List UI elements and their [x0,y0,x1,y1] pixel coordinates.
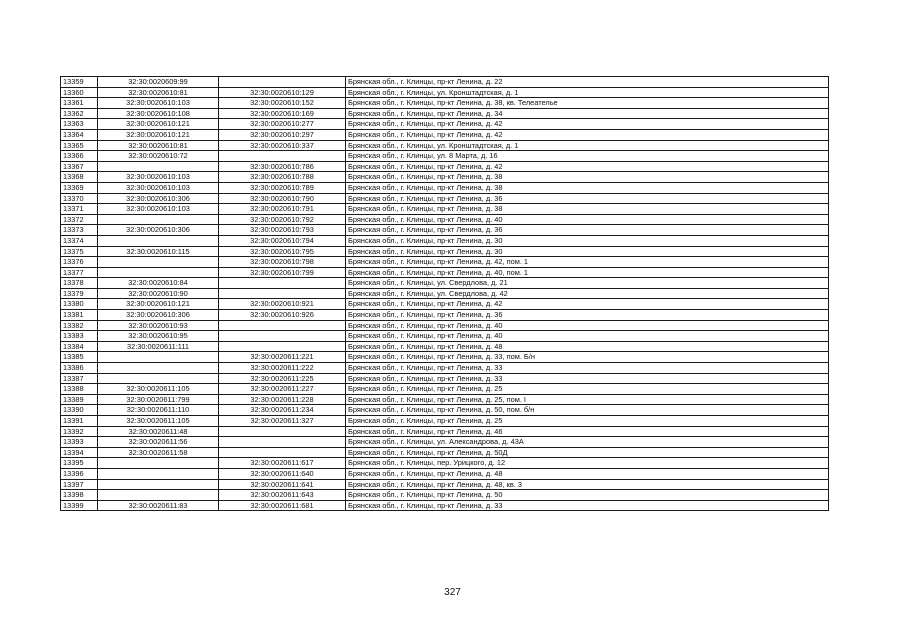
table-row [61,172,829,183]
address-cell: Брянская обл., г. Клинцы, пр-кт Ленина, д. 38, кв. Телеателье [346,98,829,109]
table-row [61,352,829,363]
cadastral-number-cell [98,161,219,172]
object-cadastral-number-cell: 32:30:0020610:297 [219,129,346,140]
table-row [61,214,829,225]
address-cell: Брянская обл., г. Клинцы, пр-кт Ленина, д. 42, пом. 1 [346,257,829,268]
row-number-cell: 13389 [61,394,98,405]
address-cell: Брянская обл., г. Клинцы, пр-кт Ленина, д. 42 [346,161,829,172]
cadastral-number-cell: 32:30:0020610:81 [98,87,219,98]
address-cell: Брянская обл., г. Клинцы, ул. Кронштадтская, д. 1 [346,87,829,98]
row-number-cell: 13362 [61,108,98,119]
row-number-cell: 13366 [61,151,98,162]
table-row [61,437,829,448]
row-number-cell: 13391 [61,416,98,427]
object-cadastral-number-cell: 32:30:0020610:169 [219,108,346,119]
address-cell: Брянская обл., г. Клинцы, пр-кт Ленина, д. 42 [346,119,829,130]
row-number-cell: 13364 [61,129,98,140]
table-row [61,193,829,204]
object-cadastral-number-cell [219,77,346,88]
cadastral-number-cell: 32:30:0020610:306 [98,225,219,236]
row-number-cell: 13380 [61,299,98,310]
row-number-cell: 13373 [61,225,98,236]
cadastral-number-cell: 32:30:0020611:105 [98,384,219,395]
cadastral-number-cell [98,363,219,374]
object-cadastral-number-cell: 32:30:0020610:152 [219,98,346,109]
address-cell: Брянская обл., г. Клинцы, ул. Свердлова, д. 42 [346,288,829,299]
object-cadastral-number-cell [219,447,346,458]
row-number-cell: 13363 [61,119,98,130]
cadastral-number-cell: 32:30:0020611:83 [98,500,219,511]
cadastral-number-cell: 32:30:0020610:115 [98,246,219,257]
address-cell: Брянская обл., г. Клинцы, пр-кт Ленина, д. 38 [346,172,829,183]
row-number-cell: 13390 [61,405,98,416]
table-row [61,363,829,374]
table-row [61,394,829,405]
table-row [61,151,829,162]
table-row [61,288,829,299]
object-cadastral-number-cell [219,341,346,352]
cadastral-number-cell: 32:30:0020610:93 [98,320,219,331]
object-cadastral-number-cell: 32:30:0020610:792 [219,214,346,225]
object-cadastral-number-cell: 32:30:0020611:222 [219,363,346,374]
row-number-cell: 13371 [61,204,98,215]
address-cell: Брянская обл., г. Клинцы, пр-кт Ленина, д. 30 [346,235,829,246]
row-number-cell: 13368 [61,172,98,183]
cadastral-number-cell [98,267,219,278]
object-cadastral-number-cell: 32:30:0020610:791 [219,204,346,215]
object-cadastral-number-cell: 32:30:0020610:794 [219,235,346,246]
object-cadastral-number-cell: 32:30:0020610:790 [219,193,346,204]
table-row [61,98,829,109]
cadastral-number-cell: 32:30:0020610:103 [98,172,219,183]
address-cell: Брянская обл., г. Клинцы, пр-кт Ленина, д. 33 [346,373,829,384]
address-cell: Брянская обл., г. Клинцы, ул. 8 Марта, д. 16 [346,151,829,162]
row-number-cell: 13377 [61,267,98,278]
object-cadastral-number-cell [219,426,346,437]
cadastral-number-cell: 32:30:0020610:95 [98,331,219,342]
table-row [61,320,829,331]
row-number-cell: 13374 [61,235,98,246]
table-row [61,405,829,416]
row-number-cell: 13372 [61,214,98,225]
object-cadastral-number-cell: 32:30:0020611:225 [219,373,346,384]
address-cell: Брянская обл., г. Клинцы, ул. Свердлова, д. 21 [346,278,829,289]
row-number-cell: 13396 [61,468,98,479]
row-number-cell: 13384 [61,341,98,352]
cadastral-number-cell: 32:30:0020611:110 [98,405,219,416]
table-row [61,373,829,384]
address-cell: Брянская обл., г. Клинцы, пр-кт Ленина, д. 50Д [346,447,829,458]
address-cell: Брянская обл., г. Клинцы, пр-кт Ленина, д. 33 [346,500,829,511]
row-number-cell: 13378 [61,278,98,289]
registry-table [60,76,829,511]
cadastral-number-cell: 32:30:0020610:72 [98,151,219,162]
table-row [61,77,829,88]
object-cadastral-number-cell: 32:30:0020610:926 [219,310,346,321]
cadastral-number-cell [98,490,219,501]
object-cadastral-number-cell: 32:30:0020611:681 [219,500,346,511]
address-cell: Брянская обл., г. Клинцы, пр-кт Ленина, д. 48 [346,341,829,352]
address-cell: Брянская обл., г. Клинцы, пр-кт Ленина, д. 40, пом. 1 [346,267,829,278]
object-cadastral-number-cell: 32:30:0020610:788 [219,172,346,183]
object-cadastral-number-cell: 32:30:0020610:798 [219,257,346,268]
address-cell: Брянская обл., г. Клинцы, пр-кт Ленина, д. 33, пом. Б/н [346,352,829,363]
cadastral-number-cell [98,352,219,363]
cadastral-number-cell: 32:30:0020611:799 [98,394,219,405]
cadastral-number-cell: 32:30:0020610:84 [98,278,219,289]
row-number-cell: 13382 [61,320,98,331]
row-number-cell: 13359 [61,77,98,88]
object-cadastral-number-cell: 32:30:0020611:640 [219,468,346,479]
table-row [61,458,829,469]
address-cell: Брянская обл., г. Клинцы, пр-кт Ленина, д. 46 [346,426,829,437]
row-number-cell: 13365 [61,140,98,151]
object-cadastral-number-cell [219,151,346,162]
registry-table-body [61,77,829,511]
object-cadastral-number-cell: 32:30:0020610:793 [219,225,346,236]
object-cadastral-number-cell [219,437,346,448]
object-cadastral-number-cell: 32:30:0020610:789 [219,182,346,193]
address-cell: Брянская обл., г. Клинцы, пр-кт Ленина, д. 25 [346,416,829,427]
table-row [61,426,829,437]
row-number-cell: 13370 [61,193,98,204]
cadastral-number-cell [98,458,219,469]
address-cell: Брянская обл., г. Клинцы, пр-кт Ленина, д. 30 [346,246,829,257]
address-cell: Брянская обл., г. Клинцы, пр-кт Ленина, д. 42 [346,129,829,140]
cadastral-number-cell [98,468,219,479]
page-number: 327 [444,587,461,598]
row-number-cell: 13392 [61,426,98,437]
cadastral-number-cell: 32:30:0020610:90 [98,288,219,299]
address-cell: Брянская обл., г. Клинцы, пр-кт Ленина, д. 50 [346,490,829,501]
row-number-cell: 13387 [61,373,98,384]
object-cadastral-number-cell [219,288,346,299]
row-number-cell: 13381 [61,310,98,321]
object-cadastral-number-cell: 32:30:0020611:234 [219,405,346,416]
table-row [61,310,829,321]
object-cadastral-number-cell: 32:30:0020611:643 [219,490,346,501]
object-cadastral-number-cell: 32:30:0020610:799 [219,267,346,278]
table-row [61,447,829,458]
object-cadastral-number-cell: 32:30:0020610:921 [219,299,346,310]
row-number-cell: 13395 [61,458,98,469]
cadastral-number-cell: 32:30:0020610:103 [98,98,219,109]
row-number-cell: 13397 [61,479,98,490]
table-row [61,161,829,172]
row-number-cell: 13386 [61,363,98,374]
cadastral-number-cell: 32:30:0020610:121 [98,129,219,140]
object-cadastral-number-cell: 32:30:0020610:795 [219,246,346,257]
address-cell: Брянская обл., г. Клинцы, пр-кт Ленина, д. 42 [346,299,829,310]
address-cell: Брянская обл., г. Клинцы, пр-кт Ленина, д. 22 [346,77,829,88]
table-row [61,235,829,246]
address-cell: Брянская обл., г. Клинцы, пр-кт Ленина, д. 36 [346,310,829,321]
table-row [61,479,829,490]
cadastral-number-cell: 32:30:0020611:111 [98,341,219,352]
object-cadastral-number-cell [219,278,346,289]
cadastral-number-cell: 32:30:0020610:121 [98,299,219,310]
table-row [61,500,829,511]
table-row [61,182,829,193]
cadastral-number-cell: 32:30:0020610:121 [98,119,219,130]
row-number-cell: 13388 [61,384,98,395]
cadastral-number-cell: 32:30:0020610:306 [98,310,219,321]
row-number-cell: 13383 [61,331,98,342]
cadastral-number-cell [98,214,219,225]
object-cadastral-number-cell: 32:30:0020611:221 [219,352,346,363]
object-cadastral-number-cell: 32:30:0020611:327 [219,416,346,427]
address-cell: Брянская обл., г. Клинцы, пр-кт Ленина, д. 25, пом. I [346,394,829,405]
cadastral-number-cell: 32:30:0020611:105 [98,416,219,427]
object-cadastral-number-cell [219,331,346,342]
table-row [61,225,829,236]
object-cadastral-number-cell: 32:30:0020611:228 [219,394,346,405]
row-number-cell: 13385 [61,352,98,363]
cadastral-number-cell: 32:30:0020611:48 [98,426,219,437]
row-number-cell: 13367 [61,161,98,172]
address-cell: Брянская обл., г. Клинцы, пр-кт Ленина, д. 48, кв. 3 [346,479,829,490]
table-row [61,129,829,140]
row-number-cell: 13398 [61,490,98,501]
address-cell: Брянская обл., г. Клинцы, пр-кт Ленина, д. 25 [346,384,829,395]
table-row [61,278,829,289]
address-cell: Брянская обл., г. Клинцы, пр-кт Ленина, д. 40 [346,214,829,225]
cadastral-number-cell: 32:30:0020610:103 [98,182,219,193]
table-row [61,204,829,215]
row-number-cell: 13375 [61,246,98,257]
object-cadastral-number-cell: 32:30:0020610:129 [219,87,346,98]
row-number-cell: 13361 [61,98,98,109]
cadastral-number-cell: 32:30:0020610:81 [98,140,219,151]
table-row [61,490,829,501]
address-cell: Брянская обл., г. Клинцы, пр-кт Ленина, д. 50, пом. б/н [346,405,829,416]
object-cadastral-number-cell: 32:30:0020610:786 [219,161,346,172]
table-row [61,108,829,119]
address-cell: Брянская обл., г. Клинцы, пр-кт Ленина, д. 40 [346,320,829,331]
table-row [61,299,829,310]
object-cadastral-number-cell: 32:30:0020611:227 [219,384,346,395]
object-cadastral-number-cell: 32:30:0020611:641 [219,479,346,490]
address-cell: Брянская обл., г. Клинцы, пр-кт Ленина, д. 48 [346,468,829,479]
cadastral-number-cell [98,235,219,246]
row-number-cell: 13399 [61,500,98,511]
address-cell: Брянская обл., г. Клинцы, пер. Урицкого, д. 12 [346,458,829,469]
table-row [61,246,829,257]
address-cell: Брянская обл., г. Клинцы, пр-кт Ленина, д. 36 [346,225,829,236]
table-row [61,119,829,130]
row-number-cell: 13379 [61,288,98,299]
object-cadastral-number-cell [219,320,346,331]
row-number-cell: 13360 [61,87,98,98]
row-number-cell: 13393 [61,437,98,448]
table-row [61,468,829,479]
table-row [61,257,829,268]
row-number-cell: 13394 [61,447,98,458]
cadastral-number-cell [98,479,219,490]
address-cell: Брянская обл., г. Клинцы, пр-кт Ленина, д. 38 [346,182,829,193]
table-row [61,416,829,427]
address-cell: Брянская обл., г. Клинцы, ул. Кронштадтская, д. 1 [346,140,829,151]
row-number-cell: 13369 [61,182,98,193]
address-cell: Брянская обл., г. Клинцы, пр-кт Ленина, д. 34 [346,108,829,119]
cadastral-number-cell: 32:30:0020610:103 [98,204,219,215]
cadastral-number-cell [98,257,219,268]
object-cadastral-number-cell: 32:30:0020610:277 [219,119,346,130]
address-cell: Брянская обл., г. Клинцы, пр-кт Ленина, д. 38 [346,204,829,215]
table-row [61,331,829,342]
cadastral-number-cell: 32:30:0020609:99 [98,77,219,88]
table-row [61,267,829,278]
cadastral-number-cell: 32:30:0020610:108 [98,108,219,119]
table-row [61,384,829,395]
cadastral-number-cell: 32:30:0020610:306 [98,193,219,204]
address-cell: Брянская обл., г. Клинцы, пр-кт Ленина, д. 40 [346,331,829,342]
cadastral-number-cell: 32:30:0020611:56 [98,437,219,448]
cadastral-number-cell [98,373,219,384]
row-number-cell: 13376 [61,257,98,268]
table-row [61,87,829,98]
address-cell: Брянская обл., г. Клинцы, ул. Александрова, д. 43А [346,437,829,448]
address-cell: Брянская обл., г. Клинцы, пр-кт Ленина, д. 36 [346,193,829,204]
address-cell: Брянская обл., г. Клинцы, пр-кт Ленина, д. 33 [346,363,829,374]
object-cadastral-number-cell: 32:30:0020610:337 [219,140,346,151]
table-row [61,140,829,151]
table-row [61,341,829,352]
cadastral-number-cell: 32:30:0020611:58 [98,447,219,458]
object-cadastral-number-cell: 32:30:0020611:617 [219,458,346,469]
